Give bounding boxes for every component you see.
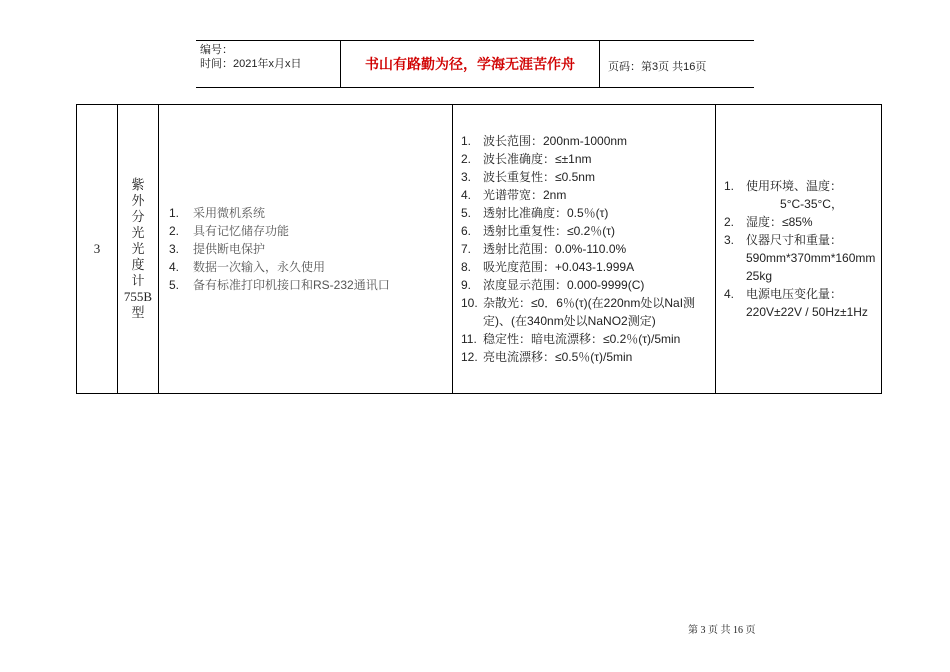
list-item: 10. 杂散光：≤0．6％(τ)(在220nm处以NaI测定)、(在340nm处以NaNO2测定)	[461, 296, 696, 328]
name-char: 外	[131, 193, 145, 208]
date-label: 时间：2021年x月x日	[200, 58, 302, 70]
name-char: 光	[131, 241, 145, 256]
list-item: 4. 电源电压变化量： 220V±22V / 50Hz±1Hz	[724, 285, 877, 321]
list-item: 3. 提供断电保护	[169, 242, 266, 256]
list-item: 2. 波长准确度：≤±1nm	[461, 152, 592, 166]
list-item: 11. 稳定性：暗电流漂移：≤0.2％(τ)/5min	[461, 332, 681, 346]
list-item: 8. 吸光度范围：+0.043-1.999A	[461, 260, 635, 274]
page-footer: 第 3 页 共 16 页	[688, 625, 756, 636]
number-label: 编号：	[200, 44, 233, 56]
name-char: 型	[131, 305, 145, 320]
power-spec: 220V±22V / 50Hz±1Hz	[746, 305, 868, 319]
page-info: 页码：第3页 共16页	[608, 61, 707, 73]
spec-table	[76, 104, 882, 394]
name-char: 755B	[123, 289, 153, 304]
table-row	[77, 105, 882, 394]
list-item: 6. 透射比重复性：≤0.2％(τ)	[461, 224, 616, 238]
list-item: 1. 采用微机系统	[169, 206, 266, 220]
list-item: 12. 亮电流漂移：≤0.5％(τ)/5min	[461, 350, 633, 364]
environment-list	[716, 177, 881, 321]
list-item: 4. 数据一次输入，永久使用	[169, 260, 326, 274]
name-char: 光	[131, 225, 145, 240]
instrument-name	[118, 105, 159, 394]
name-char: 计	[131, 273, 145, 288]
name-char: 分	[131, 209, 145, 224]
motto: 书山有路勤为径，学海无涯苦作舟	[340, 41, 600, 87]
list-item: 5. 备有标准打印机接口和RS-232通讯口	[169, 278, 390, 292]
name-char: 度	[131, 257, 145, 272]
list-item: 5. 透射比准确度：0.5％(τ)	[461, 206, 609, 220]
header-meta	[200, 43, 301, 71]
page-header	[196, 40, 754, 88]
name-char: 紫	[131, 177, 145, 192]
list-item: 2. 具有记忆储存功能	[169, 224, 290, 238]
params-cell	[453, 105, 716, 394]
list-item: 2. 湿度：≤85%	[724, 215, 813, 229]
list-item: 9. 浓度显示范围：0.000-9999(C)	[461, 278, 645, 292]
params-list	[453, 132, 715, 366]
temperature-range: 5°C-35°C，	[780, 197, 843, 211]
list-item: 1. 波长范围：200nm-1000nm	[461, 134, 628, 148]
environment-cell	[716, 105, 882, 394]
list-item: 7. 透射比范围：0.0%-110.0%	[461, 242, 627, 256]
list-item: 3. 波长重复性：≤0.5nm	[461, 170, 595, 184]
list-item: 3. 仪器尺寸和重量：590mm*370mm*160mm 25kg	[724, 233, 876, 283]
list-item: 1. 使用环境、温度： 5°C-35°C，	[724, 177, 877, 213]
features-cell	[159, 105, 453, 394]
features-list	[159, 204, 452, 294]
list-item: 4. 光谱带宽：2nm	[461, 188, 567, 202]
row-index: 3	[77, 105, 118, 394]
